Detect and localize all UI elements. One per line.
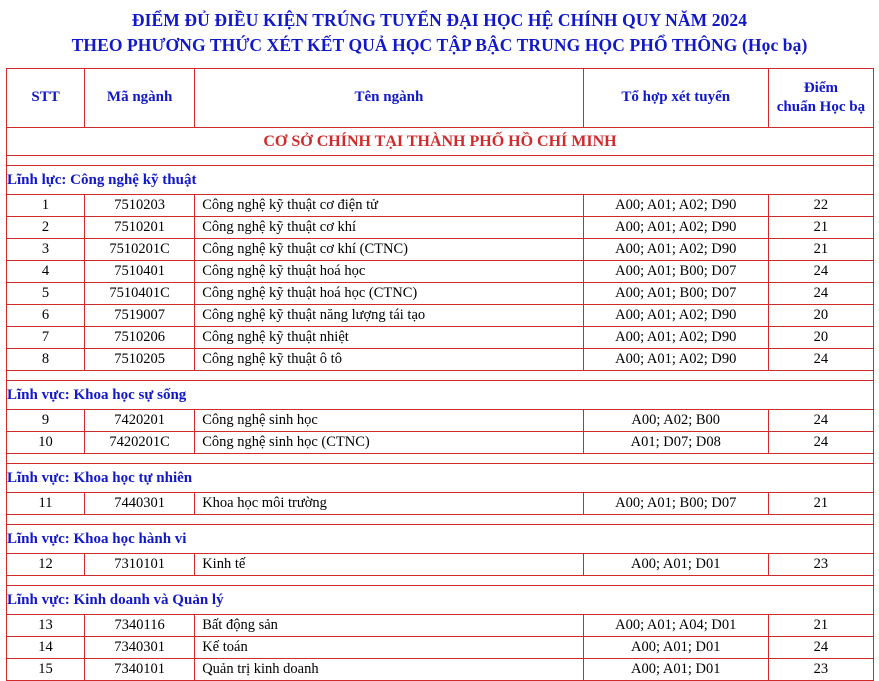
cell-stt: 10 — [7, 431, 85, 453]
cell-to-hop: A00; A01; A02; D90 — [583, 348, 768, 370]
cell-diem-chuan: 21 — [768, 492, 873, 514]
spacer-cell — [7, 453, 874, 463]
field-group-label: Lĩnh lực: Công nghệ kỹ thuật — [7, 165, 874, 194]
table-row — [7, 238, 874, 260]
cell-ma-nganh: 7510206 — [85, 326, 195, 348]
cell-ten-nganh: Công nghệ sinh học (CTNC) — [195, 431, 583, 453]
cell-to-hop: A00; A01; A02; D90 — [583, 194, 768, 216]
cell-stt: 13 — [7, 614, 85, 636]
cell-ten-nganh: Công nghệ kỹ thuật hoá học — [195, 260, 583, 282]
cell-ma-nganh: 7510205 — [85, 348, 195, 370]
cell-to-hop: A00; A01; D01 — [583, 658, 768, 680]
cell-stt: 2 — [7, 216, 85, 238]
cell-stt: 12 — [7, 553, 85, 575]
cell-diem-chuan: 20 — [768, 304, 873, 326]
column-header-diem-chuan — [768, 68, 873, 127]
cell-ma-nganh: 7510201C — [85, 238, 195, 260]
cell-ten-nganh: Kế toán — [195, 636, 583, 658]
cell-diem-chuan: 21 — [768, 216, 873, 238]
spacer-row — [7, 575, 874, 585]
cell-stt: 8 — [7, 348, 85, 370]
table-row — [7, 553, 874, 575]
cell-ma-nganh: 7510201 — [85, 216, 195, 238]
spacer-row — [7, 453, 874, 463]
table-header — [7, 68, 874, 127]
cell-ma-nganh: 7340116 — [85, 614, 195, 636]
cell-to-hop: A00; A01; B00; D07 — [583, 260, 768, 282]
column-header-ten-nganh: Tên ngành — [195, 68, 583, 127]
cell-diem-chuan: 23 — [768, 553, 873, 575]
cell-stt: 1 — [7, 194, 85, 216]
column-header-diem-chuan-line-2: chuẩn Học bạ — [776, 98, 866, 115]
field-group-header — [7, 463, 874, 492]
campus-label: CƠ SỞ CHÍNH TẠI THÀNH PHỐ HỒ CHÍ MINH — [7, 127, 874, 155]
cell-stt: 5 — [7, 282, 85, 304]
spacer-cell — [7, 370, 874, 380]
cell-stt: 7 — [7, 326, 85, 348]
cell-to-hop: A00; A01; A02; D90 — [583, 304, 768, 326]
cell-diem-chuan: 24 — [768, 409, 873, 431]
cell-diem-chuan: 21 — [768, 614, 873, 636]
column-header-stt: STT — [7, 68, 85, 127]
cell-diem-chuan: 24 — [768, 636, 873, 658]
table-row — [7, 194, 874, 216]
table-body — [7, 127, 874, 680]
cell-ma-nganh: 7440301 — [85, 492, 195, 514]
field-group-label: Lĩnh vực: Kinh doanh và Quản lý — [7, 585, 874, 614]
cell-diem-chuan: 24 — [768, 348, 873, 370]
spacer-cell — [7, 575, 874, 585]
table-row — [7, 348, 874, 370]
table-row — [7, 492, 874, 514]
field-group-label: Lĩnh vực: Khoa học sự sống — [7, 380, 874, 409]
cell-diem-chuan: 24 — [768, 260, 873, 282]
cell-diem-chuan: 20 — [768, 326, 873, 348]
page-title — [6, 8, 873, 59]
cell-ten-nganh: Công nghệ kỹ thuật cơ khí — [195, 216, 583, 238]
cell-ten-nganh: Bất động sản — [195, 614, 583, 636]
cell-stt: 4 — [7, 260, 85, 282]
cell-ten-nganh: Công nghệ kỹ thuật cơ khí (CTNC) — [195, 238, 583, 260]
cell-ten-nganh: Công nghệ kỹ thuật hoá học (CTNC) — [195, 282, 583, 304]
column-header-ma-nganh: Mã ngành — [85, 68, 195, 127]
cell-ten-nganh: Công nghệ kỹ thuật ô tô — [195, 348, 583, 370]
cell-diem-chuan: 24 — [768, 431, 873, 453]
cell-to-hop: A00; A01; B00; D07 — [583, 492, 768, 514]
field-group-header — [7, 380, 874, 409]
cell-ma-nganh: 7519007 — [85, 304, 195, 326]
spacer-row — [7, 370, 874, 380]
cell-ten-nganh: Công nghệ kỹ thuật nhiệt — [195, 326, 583, 348]
spacer-row — [7, 155, 874, 165]
cell-diem-chuan: 22 — [768, 194, 873, 216]
table-row — [7, 658, 874, 680]
page-title-line-1: ĐIỂM ĐỦ ĐIỀU KIỆN TRÚNG TUYỂN ĐẠI HỌC HỆ CHÍNH QUY NĂM 2024 — [131, 10, 748, 30]
cell-to-hop: A00; A01; A02; D90 — [583, 326, 768, 348]
cell-ma-nganh: 7510203 — [85, 194, 195, 216]
cell-to-hop: A00; A01; B00; D07 — [583, 282, 768, 304]
table-header-row — [7, 68, 874, 127]
cell-ma-nganh: 7420201C — [85, 431, 195, 453]
cell-ten-nganh: Kinh tế — [195, 553, 583, 575]
cell-stt: 6 — [7, 304, 85, 326]
cell-to-hop: A00; A01; D01 — [583, 636, 768, 658]
table-row — [7, 326, 874, 348]
cell-to-hop: A00; A01; A02; D90 — [583, 238, 768, 260]
cell-to-hop: A01; D07; D08 — [583, 431, 768, 453]
cell-diem-chuan: 23 — [768, 658, 873, 680]
table-row — [7, 282, 874, 304]
table-row — [7, 614, 874, 636]
cell-ma-nganh: 7510401C — [85, 282, 195, 304]
field-group-header — [7, 524, 874, 553]
spacer-cell — [7, 514, 874, 524]
field-group-label: Lĩnh vực: Khoa học hành vi — [7, 524, 874, 553]
field-group-header — [7, 585, 874, 614]
page-title-line-2: THEO PHƯƠNG THỨC XÉT KẾT QUẢ HỌC TẬP BẬC TRUNG HỌC PHỔ THÔNG (Học bạ) — [71, 35, 808, 56]
cell-stt: 3 — [7, 238, 85, 260]
cell-to-hop: A00; A02; B00 — [583, 409, 768, 431]
table-row — [7, 260, 874, 282]
cell-ma-nganh: 7340101 — [85, 658, 195, 680]
campus-section-row — [7, 127, 874, 155]
cell-ten-nganh: Quản trị kinh doanh — [195, 658, 583, 680]
cell-ten-nganh: Công nghệ kỹ thuật năng lượng tái tạo — [195, 304, 583, 326]
cell-diem-chuan: 21 — [768, 238, 873, 260]
spacer-row — [7, 514, 874, 524]
cell-ten-nganh: Công nghệ sinh học — [195, 409, 583, 431]
cell-to-hop: A00; A01; D01 — [583, 553, 768, 575]
cell-stt: 11 — [7, 492, 85, 514]
cell-diem-chuan: 24 — [768, 282, 873, 304]
table-row — [7, 409, 874, 431]
cell-to-hop: A00; A01; A02; D90 — [583, 216, 768, 238]
column-header-to-hop: Tổ hợp xét tuyển — [583, 68, 768, 127]
cell-stt: 15 — [7, 658, 85, 680]
cell-stt: 9 — [7, 409, 85, 431]
cell-ma-nganh: 7510401 — [85, 260, 195, 282]
cell-to-hop: A00; A01; A04; D01 — [583, 614, 768, 636]
field-group-label: Lĩnh vực: Khoa học tự nhiên — [7, 463, 874, 492]
cell-ten-nganh: Công nghệ kỹ thuật cơ điện tử — [195, 194, 583, 216]
cell-stt: 14 — [7, 636, 85, 658]
cell-ten-nganh: Khoa học môi trường — [195, 492, 583, 514]
table-row — [7, 636, 874, 658]
spacer-cell — [7, 155, 874, 165]
table-row — [7, 304, 874, 326]
field-group-header — [7, 165, 874, 194]
admission-scores-table — [6, 68, 874, 681]
column-header-diem-chuan-line-1: Điểm — [803, 80, 838, 96]
table-row — [7, 431, 874, 453]
cell-ma-nganh: 7310101 — [85, 553, 195, 575]
table-row — [7, 216, 874, 238]
cell-ma-nganh: 7340301 — [85, 636, 195, 658]
cell-ma-nganh: 7420201 — [85, 409, 195, 431]
